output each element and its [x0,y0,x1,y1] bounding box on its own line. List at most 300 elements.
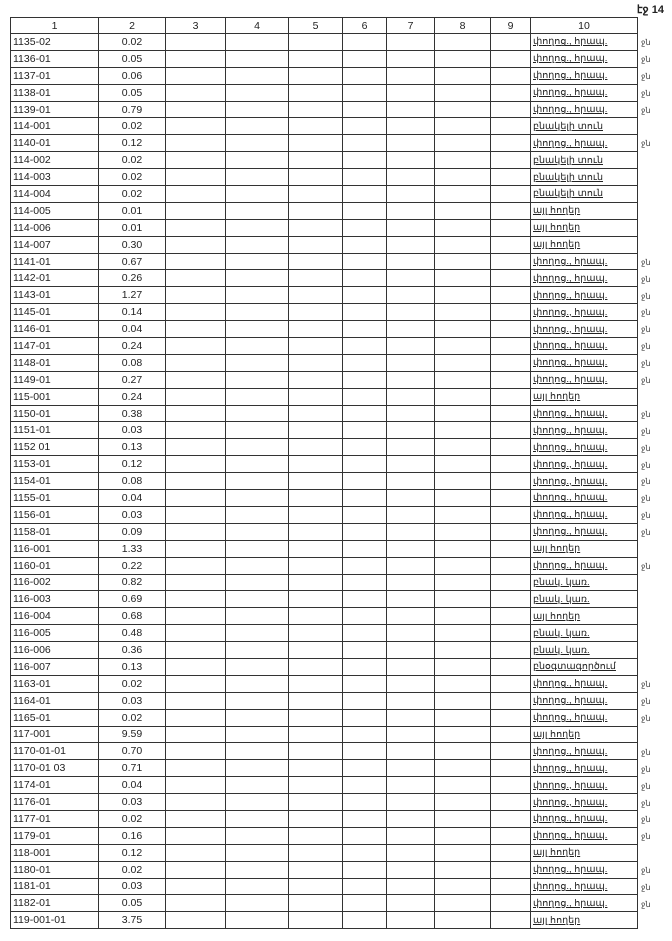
empty-cell [166,371,226,388]
table-row [11,726,638,743]
parcel-id: 1181-01 [11,878,99,895]
empty-cell [387,118,435,135]
parcel-id: 1137-01 [11,67,99,84]
parcel-area: 0.24 [99,338,166,355]
land-use-text: փողոց., հրապ. [533,745,608,757]
empty-cell [343,338,387,355]
empty-cell [491,861,531,878]
table-row [11,490,638,507]
empty-cell [387,304,435,321]
table-row [11,557,638,574]
parcel-id: 1176-01 [11,794,99,811]
table-row [11,591,638,608]
empty-cell [387,658,435,675]
empty-cell [343,760,387,777]
table-row [11,540,638,557]
parcel-id: 116-004 [11,608,99,625]
table-row [11,777,638,794]
empty-cell [289,844,343,861]
land-use [531,354,638,371]
parcel-area: 0.12 [99,456,166,473]
empty-cell [387,84,435,101]
empty-cell [343,34,387,51]
empty-cell [166,405,226,422]
parcel-area: 0.03 [99,794,166,811]
empty-cell [387,456,435,473]
empty-cell [166,388,226,405]
empty-cell [166,844,226,861]
empty-cell [289,540,343,557]
empty-cell [166,642,226,659]
land-use [531,152,638,169]
empty-cell [166,591,226,608]
empty-cell [387,152,435,169]
column-header-10: 10 [531,18,638,34]
empty-cell [226,270,289,287]
table-row [11,287,638,304]
parcel-id: 116-007 [11,658,99,675]
margin-mark: ջն [641,426,651,436]
land-use [531,540,638,557]
table-row [11,658,638,675]
land-use-text: փողոց., հրապ. [533,374,608,386]
empty-cell [166,506,226,523]
empty-cell [226,591,289,608]
empty-cell [491,490,531,507]
empty-cell [387,844,435,861]
land-use [531,287,638,304]
empty-cell [491,304,531,321]
margin-mark: ջն [641,88,651,98]
parcel-area: 0.04 [99,321,166,338]
parcel-id: 1174-01 [11,777,99,794]
empty-cell [435,202,491,219]
empty-cell [435,287,491,304]
empty-cell [435,895,491,912]
empty-cell [435,456,491,473]
empty-cell [226,236,289,253]
empty-cell [435,152,491,169]
empty-cell [387,186,435,203]
parcel-area: 0.02 [99,34,166,51]
empty-cell [166,186,226,203]
parcel-area: 0.36 [99,642,166,659]
land-use-text: այլ հողեր [533,728,581,740]
empty-cell [226,219,289,236]
parcel-area: 0.26 [99,270,166,287]
empty-cell [166,338,226,355]
empty-cell [226,540,289,557]
empty-cell [491,405,531,422]
empty-cell [226,422,289,439]
empty-cell [226,371,289,388]
empty-cell [343,405,387,422]
parcel-area: 0.08 [99,354,166,371]
empty-cell [343,895,387,912]
empty-cell [343,118,387,135]
land-use-text: այլ հողեր [533,391,581,403]
empty-cell [343,304,387,321]
empty-cell [343,878,387,895]
land-use-text: փողոց., հրապ. [533,864,608,876]
column-header-3: 3 [166,18,226,34]
land-use-text: փողոց., հրապ. [533,813,608,825]
empty-cell [166,101,226,118]
empty-cell [226,642,289,659]
empty-cell [387,135,435,152]
empty-cell [435,50,491,67]
land-use-text: փողոց., հրապ. [533,509,608,521]
margin-mark: ջն [641,883,651,892]
land-use-text: բնակելի տուն [533,120,603,132]
empty-cell [289,675,343,692]
empty-cell [166,439,226,456]
empty-cell [491,202,531,219]
empty-cell [387,523,435,540]
land-use [531,810,638,827]
margin-mark: ջն [641,54,651,64]
empty-cell [343,574,387,591]
empty-cell [226,658,289,675]
empty-cell [289,304,343,321]
empty-cell [491,642,531,659]
empty-cell [166,726,226,743]
empty-cell [289,608,343,625]
table-row [11,878,638,895]
table-row [11,439,638,456]
empty-cell [289,67,343,84]
empty-cell [166,794,226,811]
land-use [531,422,638,439]
empty-cell [343,777,387,794]
empty-cell [289,135,343,152]
parcel-id: 1141-01 [11,253,99,270]
table-row [11,405,638,422]
empty-cell [343,135,387,152]
land-use-text: փողոց., հրապ. [533,289,608,301]
table-row [11,794,638,811]
margin-mark: ջն [641,342,651,352]
table-row [11,642,638,659]
empty-cell [435,473,491,490]
empty-cell [343,844,387,861]
empty-cell [435,439,491,456]
parcel-area: 9.59 [99,726,166,743]
parcel-id: 1179-01 [11,827,99,844]
empty-cell [387,810,435,827]
empty-cell [226,844,289,861]
empty-cell [226,794,289,811]
margin-mark: ջն [641,460,651,470]
margin-mark: ջն [641,561,651,571]
empty-cell [166,67,226,84]
empty-cell [387,50,435,67]
table-row [11,760,638,777]
margin-mark: ջն [641,257,651,267]
empty-cell [435,34,491,51]
parcel-area: 0.04 [99,490,166,507]
empty-cell [387,743,435,760]
empty-cell [226,810,289,827]
empty-cell [226,878,289,895]
parcel-id: 1158-01 [11,523,99,540]
land-use-text: փողոց., հրապ. [533,87,608,99]
margin-mark: ջն [641,308,651,318]
table-row [11,67,638,84]
empty-cell [435,794,491,811]
empty-cell [166,118,226,135]
parcel-id: 1138-01 [11,84,99,101]
land-use-text: բնակ. կառ. [533,627,590,639]
empty-cell [226,760,289,777]
empty-cell [491,658,531,675]
parcel-area: 0.69 [99,591,166,608]
empty-cell [491,777,531,794]
parcel-area: 0.01 [99,202,166,219]
empty-cell [435,388,491,405]
empty-cell [343,101,387,118]
empty-cell [166,270,226,287]
table-row [11,625,638,642]
empty-cell [226,135,289,152]
empty-cell [166,34,226,51]
empty-cell [226,354,289,371]
empty-cell [226,523,289,540]
empty-cell [387,777,435,794]
empty-cell [435,186,491,203]
empty-cell [343,743,387,760]
empty-cell [289,236,343,253]
parcel-area: 0.05 [99,895,166,912]
empty-cell [166,675,226,692]
margin-mark: ջն [641,899,651,909]
empty-cell [289,388,343,405]
empty-cell [289,84,343,101]
empty-cell [166,557,226,574]
parcel-area: 0.02 [99,152,166,169]
empty-cell [387,388,435,405]
column-header-9: 9 [491,18,531,34]
empty-cell [387,101,435,118]
empty-cell [387,439,435,456]
empty-cell [435,169,491,186]
land-use-text: այլ հողեր [533,205,581,217]
empty-cell [435,354,491,371]
land-use [531,219,638,236]
parcel-area: 0.71 [99,760,166,777]
land-use-text: բնակելի տուն [533,171,603,183]
empty-cell [226,625,289,642]
empty-cell [387,726,435,743]
table-row [11,844,638,861]
land-use [531,270,638,287]
empty-cell [435,304,491,321]
empty-cell [166,540,226,557]
empty-cell [166,827,226,844]
empty-cell [226,709,289,726]
margin-mark: ջն [641,798,651,808]
empty-cell [491,84,531,101]
parcel-id: 1149-01 [11,371,99,388]
parcel-id: 1151-01 [11,422,99,439]
empty-cell [289,253,343,270]
empty-cell [435,67,491,84]
parcel-area: 0.30 [99,236,166,253]
empty-cell [435,557,491,574]
land-use [531,101,638,118]
column-header-1: 1 [11,18,99,34]
empty-cell [387,794,435,811]
parcel-id: 119-001-01 [11,912,99,929]
land-use-text: փողոց., հրապ. [533,441,608,453]
empty-cell [289,338,343,355]
empty-cell [226,84,289,101]
empty-cell [289,658,343,675]
parcel-area: 0.03 [99,878,166,895]
land-use [531,253,638,270]
empty-cell [435,371,491,388]
land-use-text: այլ հողեր [533,222,581,234]
table-row [11,709,638,726]
land-use-text: փողոց., հրապ. [533,340,608,352]
empty-cell [289,456,343,473]
margin-mark: ջն [641,511,651,521]
land-use [531,743,638,760]
land-use [531,625,638,642]
empty-cell [435,642,491,659]
land-use [531,557,638,574]
empty-cell [435,118,491,135]
empty-cell [226,338,289,355]
land-use-text: այլ հողեր [533,239,581,251]
parcel-area: 0.02 [99,861,166,878]
empty-cell [226,777,289,794]
page-number: էջ 14 [636,4,664,16]
land-use [531,236,638,253]
empty-cell [491,135,531,152]
land-use-text: փողոց., հրապ. [533,424,608,436]
land-use-text: փողոց., հրապ. [533,137,608,149]
margin-mark: ջն [641,105,651,115]
margin-mark: ջն [641,376,651,385]
empty-cell [491,625,531,642]
margin-mark: ջն [641,139,651,149]
table-row [11,827,638,844]
empty-cell [226,439,289,456]
empty-cell [387,506,435,523]
empty-cell [343,169,387,186]
empty-cell [166,912,226,929]
parcel-id: 1163-01 [11,675,99,692]
margin-mark: ջն [641,781,651,791]
empty-cell [387,34,435,51]
empty-cell [491,371,531,388]
empty-cell [343,388,387,405]
column-header-2: 2 [99,18,166,34]
empty-cell [343,709,387,726]
empty-cell [491,287,531,304]
empty-cell [226,912,289,929]
margin-mark: ջն [641,747,651,757]
empty-cell [343,152,387,169]
table-row [11,912,638,929]
empty-cell [343,371,387,388]
parcel-area: 0.79 [99,101,166,118]
empty-cell [343,253,387,270]
empty-cell [435,236,491,253]
empty-cell [289,912,343,929]
land-use [531,338,638,355]
land-use [531,878,638,895]
empty-cell [343,287,387,304]
empty-cell [435,84,491,101]
empty-cell [343,794,387,811]
empty-cell [289,878,343,895]
land-use-text: փողոց., հրապ. [533,458,608,470]
land-use-text: փողոց., հրապ. [533,306,608,318]
empty-cell [491,726,531,743]
land-use [531,827,638,844]
empty-cell [435,878,491,895]
empty-cell [491,506,531,523]
land-use [531,726,638,743]
empty-cell [435,608,491,625]
land-use-text: փողոց., հրապ. [533,695,608,707]
empty-cell [435,135,491,152]
empty-cell [166,861,226,878]
table-row [11,202,638,219]
table-row [11,692,638,709]
parcel-id: 118-001 [11,844,99,861]
empty-cell [387,574,435,591]
empty-cell [166,895,226,912]
empty-cell [435,338,491,355]
parcel-area: 0.08 [99,473,166,490]
empty-cell [166,878,226,895]
margin-mark: ջն [641,714,651,723]
empty-cell [435,827,491,844]
table-row [11,675,638,692]
empty-cell [387,540,435,557]
empty-cell [166,422,226,439]
empty-cell [491,456,531,473]
empty-cell [166,625,226,642]
empty-cell [226,202,289,219]
empty-cell [491,675,531,692]
empty-cell [343,591,387,608]
land-use [531,321,638,338]
empty-cell [387,169,435,186]
empty-cell [226,861,289,878]
margin-mark: ջն [641,477,651,487]
land-use [531,371,638,388]
empty-cell [491,574,531,591]
empty-cell [166,709,226,726]
table-row [11,253,638,270]
parcel-id: 1152 01 [11,439,99,456]
parcel-area: 0.02 [99,810,166,827]
land-use-text: փողոց., հրապ. [533,762,608,774]
parcel-id: 1140-01 [11,135,99,152]
empty-cell [166,304,226,321]
land-use-text: փողոց., հրապ. [533,53,608,65]
empty-cell [435,574,491,591]
empty-cell [343,84,387,101]
empty-cell [166,456,226,473]
empty-cell [435,253,491,270]
empty-cell [343,321,387,338]
empty-cell [289,523,343,540]
